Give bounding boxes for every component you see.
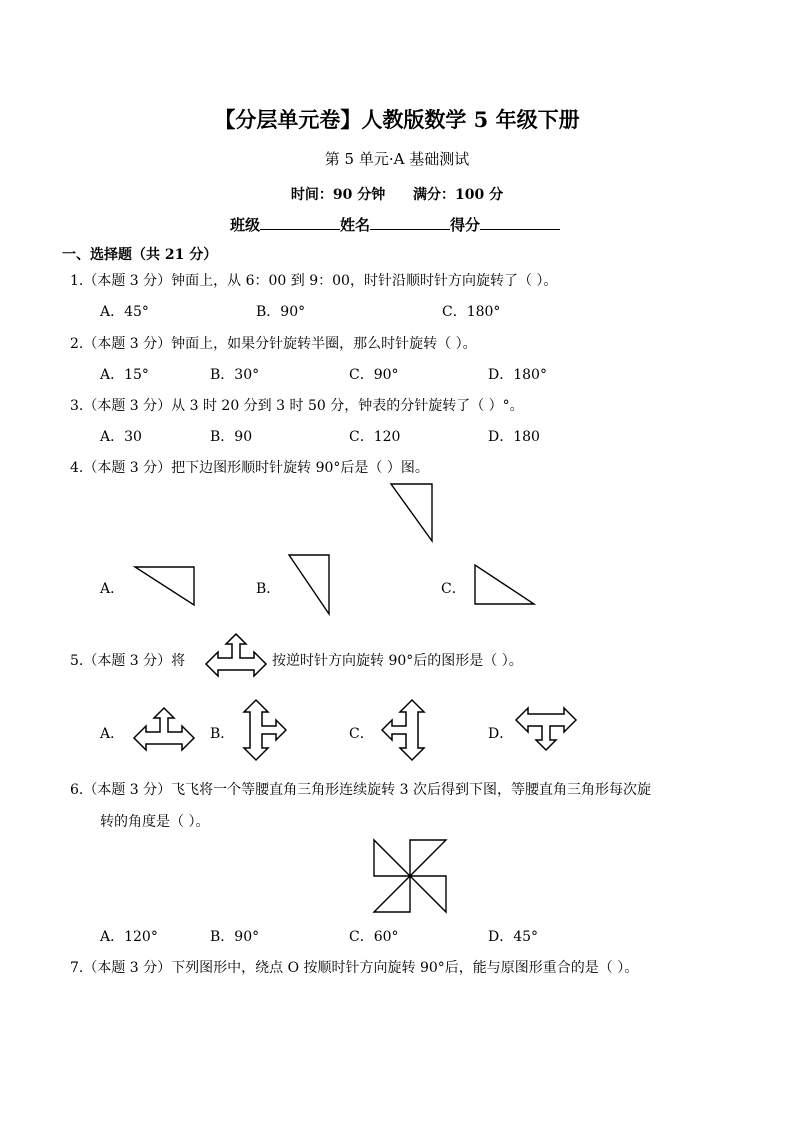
q3-option-d[interactable]: D．180 xyxy=(488,429,540,445)
q4-original-triangle xyxy=(388,482,434,544)
q6-option-c[interactable]: C．60° xyxy=(349,929,399,945)
question-6-stem-cont: 转的角度是（ ）。 xyxy=(100,814,210,830)
q5-option-b[interactable]: B． xyxy=(210,726,235,742)
section-heading: 一、选择题（共 21 分） xyxy=(62,247,218,263)
question-6-stem: 6.（本题 3 分）飞飞将一个等腰直角三角形连续旋转 3 次后得到下图，等腰直角三角形每次旋 xyxy=(70,782,651,798)
q6-option-d[interactable]: D．45° xyxy=(488,929,539,945)
class-blank[interactable] xyxy=(260,215,340,230)
name-blank[interactable] xyxy=(370,215,450,230)
q5-option-b-arrow-icon[interactable] xyxy=(238,698,288,762)
question-4-stem: 4.（本题 3 分）把下边图形顺时针旋转 90°后是（ ）图。 xyxy=(70,460,429,476)
q1-option-b[interactable]: B．90° xyxy=(256,304,306,320)
q3-option-c[interactable]: C．120 xyxy=(349,429,401,445)
name-label: 姓名 xyxy=(340,216,371,234)
q6-option-b[interactable]: B．90° xyxy=(210,929,260,945)
page-subtitle: 第 5 单元·A 基础测试 xyxy=(324,150,470,168)
question-3-stem: 3.（本题 3 分）从 3 时 20 分到 3 时 50 分，钟表的分针旋转了（ ）°。 xyxy=(70,398,524,414)
q5-option-c[interactable]: C． xyxy=(349,726,374,742)
q2-option-c[interactable]: C．90° xyxy=(349,367,399,383)
q5-option-a-arrow-icon[interactable] xyxy=(132,706,196,752)
q4-option-b[interactable]: B． xyxy=(256,581,281,597)
q2-option-b[interactable]: B．30° xyxy=(210,367,260,383)
q3-option-a[interactable]: A．30 xyxy=(100,429,142,445)
exam-info xyxy=(0,184,794,204)
q5-option-a[interactable]: A． xyxy=(100,726,125,742)
question-7-stem: 7.（本题 3 分）下列图形中，绕点 O 按顺时针方向旋转 90°后，能与原图形重合的是（ ）。 xyxy=(70,960,639,976)
q2-option-a[interactable]: A．15° xyxy=(100,367,149,383)
question-5-stem-end: 按逆时针方向旋转 90°后的图形是（ ）。 xyxy=(272,653,523,669)
q4-option-a[interactable]: A． xyxy=(100,581,125,597)
q1-option-c[interactable]: C．180° xyxy=(442,304,501,320)
exam-score: 满分：100 分 xyxy=(413,187,504,203)
q4-option-c-triangle[interactable] xyxy=(473,563,537,607)
q5-original-arrow-icon xyxy=(204,632,268,678)
q5-option-d-arrow-icon[interactable] xyxy=(514,706,578,752)
student-info xyxy=(230,214,560,235)
q6-pinwheel-figure xyxy=(372,838,450,914)
q4-option-a-triangle[interactable] xyxy=(133,563,197,608)
q3-option-b[interactable]: B．90 xyxy=(210,429,253,445)
question-5-stem-start: 5.（本题 3 分）将 xyxy=(70,653,186,669)
class-label: 班级 xyxy=(230,216,261,234)
q2-option-d[interactable]: D．180° xyxy=(488,367,547,383)
question-1-stem: 1.（本题 3 分）钟面上，从 6：00 到 9：00，时针沿顺时针方向旋转了（ ）。 xyxy=(70,273,558,289)
page-title: 【分层单元卷】人教版数学 5 年级下册 xyxy=(214,107,580,132)
q4-option-c[interactable]: C． xyxy=(441,581,466,597)
grade-label: 得分 xyxy=(450,216,481,234)
exam-time: 时间：90 分钟 xyxy=(290,187,386,203)
q6-option-a[interactable]: A．120° xyxy=(100,929,158,945)
question-2-stem: 2.（本题 3 分）钟面上，如果分针旋转半圈，那么时针旋转（ ）。 xyxy=(70,336,477,352)
grade-blank[interactable] xyxy=(480,215,560,230)
q5-option-d[interactable]: D． xyxy=(488,726,514,742)
q1-option-a[interactable]: A．45° xyxy=(100,304,149,320)
q4-option-b-triangle[interactable] xyxy=(286,553,332,617)
q5-option-c-arrow-icon[interactable] xyxy=(380,698,430,762)
